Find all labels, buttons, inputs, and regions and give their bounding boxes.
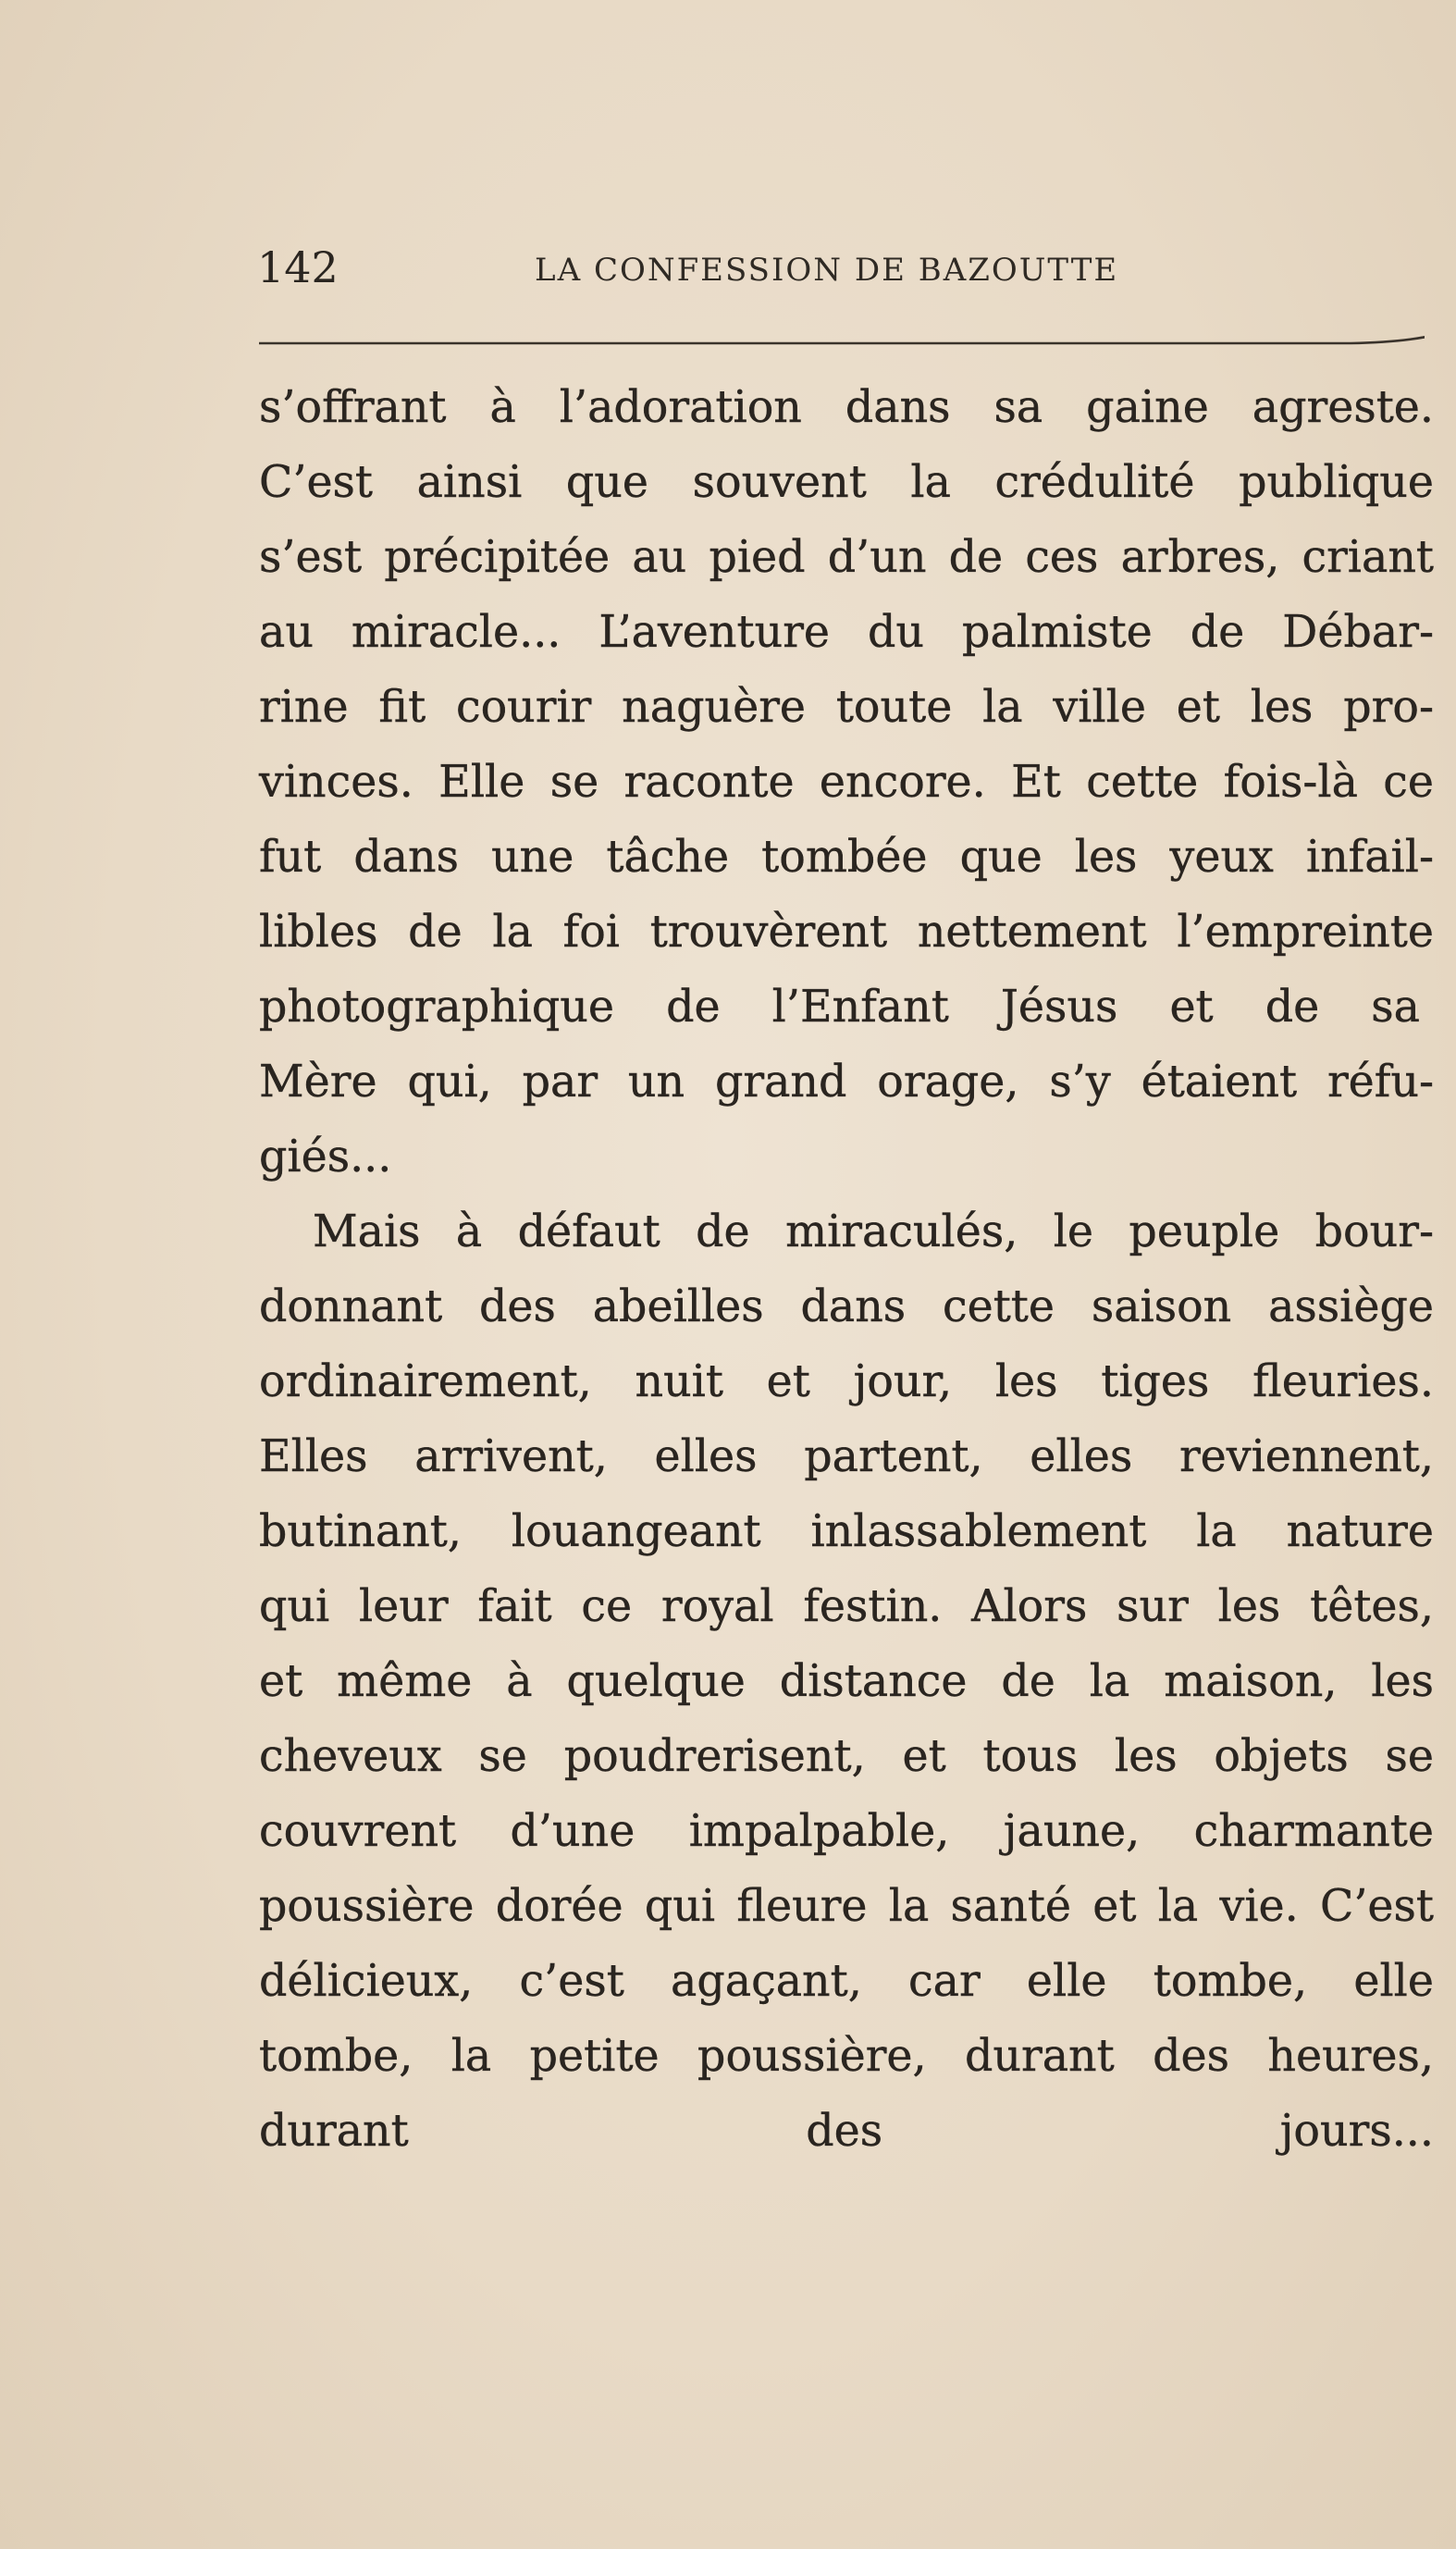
text-line: tombe, la petite poussière, durant des heures, [259,2031,1434,2082]
text-line: C’est ainsi que souvent la crédulité publique [259,457,1434,508]
text-line: libles de la foi trouvèrent nettement l’empreinte [259,907,1434,958]
text-line: poussière dorée qui fleure la santé et la vie. C’est [259,1881,1434,1932]
text-line: ordinairement, nuit et jour, les tiges fleuries. [259,1356,1434,1407]
text-line: et même à quelque distance de la maison, les [259,1656,1434,1707]
text-line: durant des jours... [259,2106,1434,2157]
text-line: délicieux, c’est agaçant, car elle tombe, elle [259,1956,1434,2007]
paragraph-first-line: Mais à défaut de miraculés, le peuple bour- [313,1206,1434,1257]
text-line: fut dans une tâche tombée que les yeux infail- [259,832,1434,883]
text-line: giés... [259,1132,392,1182]
text-line: photographique de l’Enfant Jésus et de sa [259,982,1420,1033]
text-line: butinant, louangeant inlassablement la nature [259,1506,1434,1557]
text-line: vinces. Elle se raconte encore. Et cette fois-là ce [259,757,1434,808]
text-line: qui leur fait ce royal festin. Alors sur les têtes, [259,1581,1434,1632]
page-number: 142 [257,242,339,292]
text-line: rine fit courir naguère toute la ville et les pro- [259,682,1434,733]
running-title: LA CONFESSION DE BAZOUTTE [535,252,1119,289]
body-text [259,370,1434,2169]
text-line: donnant des abeilles dans cette saison assiège [259,1281,1434,1332]
text-line: Elles arrivent, elles partent, elles reviennent, [259,1431,1434,1482]
text-line: au miracle... L’aventure du palmiste de Débar- [259,607,1434,658]
text-line: cheveux se poudrerisent, et tous les objets se [259,1731,1434,1782]
running-head [257,242,1413,298]
header-rule [259,335,1425,348]
text-line: Mère qui, par un grand orage, s’y étaient réfu- [259,1057,1434,1107]
text-line: s’est précipitée au pied d’un de ces arbres, criant [259,532,1434,583]
text-line: couvrent d’une impalpable, jaune, charmante [259,1806,1434,1857]
text-line: s’offrant à l’adoration dans sa gaine agreste. [259,382,1434,433]
